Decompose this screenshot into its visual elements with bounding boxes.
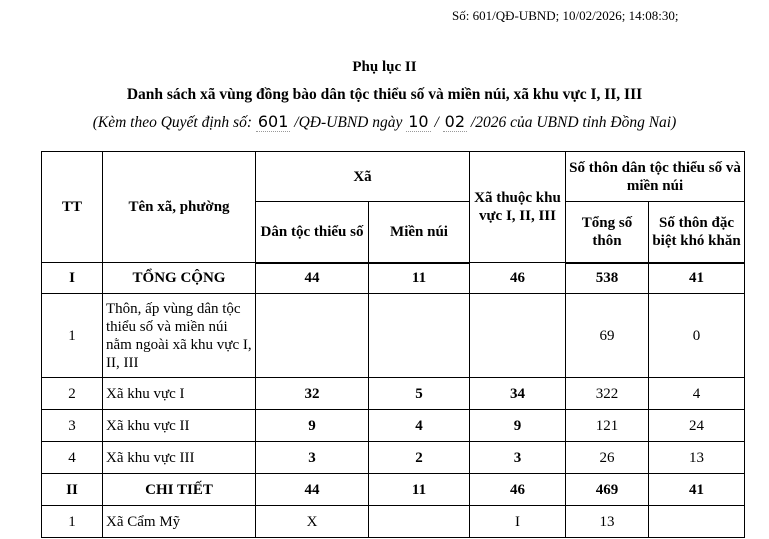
cell-dbkk [649, 506, 745, 538]
cell-tt: I [42, 263, 103, 294]
cell-dtts: X [256, 506, 369, 538]
commune-table [41, 151, 745, 538]
table-row [42, 263, 745, 294]
cell-dbkk: 0 [649, 294, 745, 378]
cell-kv: 34 [470, 378, 566, 410]
appendix-subtitle: Danh sách xã vùng đồng bào dân tộc thiểu số và miền núi, xã khu vực I, II, III [126, 86, 643, 103]
cell-dtts: 44 [256, 263, 369, 294]
date-slash: / [434, 114, 439, 131]
table-row [42, 474, 745, 506]
cell-mien-nui: 5 [369, 378, 470, 410]
cell-dtts: 3 [256, 442, 369, 474]
ref-suffix: /2026 của UBND tỉnh Đồng Nai) [470, 114, 677, 131]
header-name: Tên xã, phường [103, 152, 256, 263]
cell-tong-so: 121 [566, 410, 649, 442]
cell-dtts: 44 [256, 474, 369, 506]
cell-kv: 9 [470, 410, 566, 442]
decision-month: 02 [444, 112, 466, 131]
header-tt: TT [42, 152, 103, 263]
cell-mien-nui [369, 294, 470, 378]
cell-dbkk: 13 [649, 442, 745, 474]
cell-tt: 1 [42, 506, 103, 538]
table-row [42, 442, 745, 474]
header-dbkk: Số thôn đặc biệt khó khăn [649, 202, 745, 263]
cell-mien-nui: 11 [369, 263, 470, 294]
cell-tt: 1 [42, 294, 103, 378]
cell-name: Xã khu vực I [103, 378, 256, 410]
cell-tt: 4 [42, 442, 103, 474]
header-xa: Xã [256, 152, 470, 202]
cell-name: TỔNG CỘNG [103, 263, 256, 294]
cell-name: Xã Cẩm Mỹ [103, 506, 256, 538]
cell-name: CHI TIẾT [103, 474, 256, 506]
cell-tt: 2 [42, 378, 103, 410]
header-mien-nui: Miền núi [369, 202, 470, 263]
header-tong-so: Tổng số thôn [566, 202, 649, 263]
cell-mien-nui: 2 [369, 442, 470, 474]
cell-tong-so: 322 [566, 378, 649, 410]
header-so-thon: Số thôn dân tộc thiểu số và miền núi [566, 152, 745, 202]
cell-kv: I [470, 506, 566, 538]
cell-tt: II [42, 474, 103, 506]
document-stamp: Số: 601/QĐ-UBND; 10/02/2026; 14:08:30; [452, 8, 679, 23]
cell-dbkk: 41 [649, 263, 745, 294]
cell-dtts: 32 [256, 378, 369, 410]
cell-tong-so: 26 [566, 442, 649, 474]
cell-kv: 46 [470, 474, 566, 506]
cell-mien-nui [369, 506, 470, 538]
cell-tong-so: 69 [566, 294, 649, 378]
cell-tong-so: 538 [566, 263, 649, 294]
cell-dbkk: 41 [649, 474, 745, 506]
table-row [42, 294, 745, 378]
cell-dtts: 9 [256, 410, 369, 442]
decision-reference [0, 112, 769, 132]
cell-kv: 46 [470, 263, 566, 294]
header-kv: Xã thuộc khu vực I, II, III [470, 152, 566, 263]
cell-dbkk: 24 [649, 410, 745, 442]
cell-tong-so: 13 [566, 506, 649, 538]
cell-dtts [256, 294, 369, 378]
table-row [42, 410, 745, 442]
cell-kv: 3 [470, 442, 566, 474]
cell-mien-nui: 4 [369, 410, 470, 442]
appendix-title: Phụ lục II [352, 59, 417, 75]
table-row [42, 506, 745, 538]
cell-dbkk: 4 [649, 378, 745, 410]
cell-mien-nui: 11 [369, 474, 470, 506]
cell-name: Thôn, ấp vùng dân tộc thiểu số và miền núi nằm ngoài xã khu vực I, II, III [103, 294, 256, 378]
cell-name: Xã khu vực III [103, 442, 256, 474]
cell-tong-so: 469 [566, 474, 649, 506]
ref-prefix: (Kèm theo Quyết định số: [92, 114, 252, 131]
ref-mid: /QĐ-UBND ngày [294, 114, 403, 131]
table-row [42, 378, 745, 410]
cell-tt: 3 [42, 410, 103, 442]
header-dtts: Dân tộc thiểu số [256, 202, 369, 263]
decision-day: 10 [408, 112, 429, 131]
decision-number: 601 [257, 112, 289, 131]
cell-name: Xã khu vực II [103, 410, 256, 442]
cell-kv [470, 294, 566, 378]
